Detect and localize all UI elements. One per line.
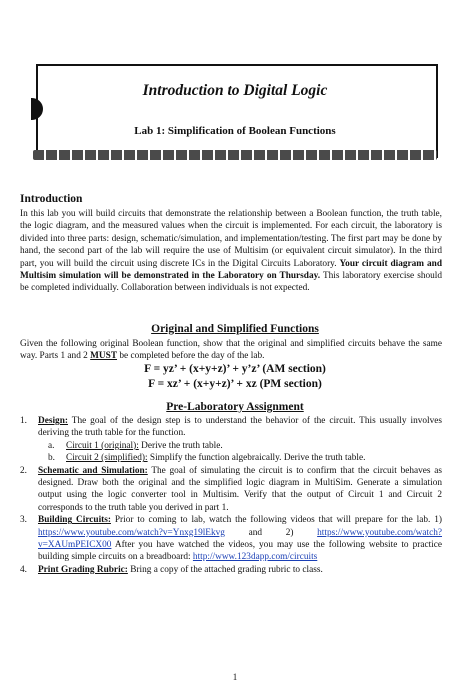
task-text: After you have watched the videos, you may use the following website to practice building simple circuits on a breadboard: — [38, 540, 442, 563]
introduction-tail-text: This laboratory exercise should be completed individually. Collaboration between individuals is not expected. — [20, 271, 442, 294]
subitem-label: Circuit 2 (simplified): — [66, 453, 148, 464]
list-item — [20, 465, 442, 515]
original-simplified-heading: Original and Simplified Functions — [151, 323, 319, 335]
task-number: 4. — [20, 564, 27, 575]
task-title: Schematic and Simulation: — [38, 465, 148, 476]
pre-lab-heading: Pre-Laboratory Assignment — [166, 401, 304, 413]
introduction-text: In this lab you will build circuits that demonstrate the relationship between a Boolean function, the truth table, the logic diagram, and the measured values when the circuit is implemented. For each circuit, the laboratory is divided into three parts: design, schematic/simulation, and implementation/testing. The first part may be done by hand, the second part of the lab will require the use of Multisim (or equivalent circuit simulator). In the third part, you will build the circuit using discrete ICs in the Digital Circuits Laboratory. — [20, 209, 442, 269]
lab-subtitle: Lab 1: Simplification of Boolean Functions — [134, 125, 336, 137]
subitem-letter: b. — [48, 453, 55, 464]
pre-lab-task-list — [20, 415, 442, 576]
page-number: 1 — [232, 672, 238, 682]
task-text: Bring a copy of the attached grading rubric to class. — [130, 564, 323, 575]
must-emphasis: MUST — [90, 351, 118, 362]
list-subitem — [20, 452, 442, 464]
list-item — [20, 564, 442, 576]
task-number: 2. — [20, 465, 27, 476]
list-item — [20, 415, 442, 440]
list-item — [20, 514, 442, 564]
task-text: The goal of simulating the circuit is to confirm that the circuit behaves as designed. Draw both the original and the simplified logic diagram in MultiSim. Generate a simulation output using the logic converter tool in Multisim. Verify that the output of Circuit 1 and Circuit 2 corresponds to the truth table you derived in part 1. — [38, 465, 443, 513]
document-title: Introduction to Digital Logic — [142, 82, 328, 99]
banner-binder-strip — [33, 150, 437, 160]
introduction-heading: Introduction — [20, 193, 83, 205]
subitem-letter: a. — [48, 440, 55, 451]
subitem-text: Simplify the function algebraically. Derive the truth table. — [149, 453, 366, 464]
original-simplified-text: Given the following original Boolean function, show that the original and simplified circuits behave the same way. Parts 1 and 2 — [20, 339, 442, 362]
task-title: Print Grading Rubric: — [38, 564, 128, 575]
introduction-paragraph — [20, 208, 442, 295]
circuits-website-link[interactable]: http://www.123dapp.com/circuits — [192, 552, 318, 563]
task-title: Building Circuits: — [38, 515, 111, 526]
subitem-label: Circuit 1 (original): — [66, 440, 139, 451]
video-link-1[interactable]: https://www.youtube.com/watch?v=Ynxg19lEkvg — [38, 527, 225, 538]
task-text: The goal of the design step is to understand the behavior of the circuit. This usually involves deriving the truth table for the function. — [38, 416, 442, 439]
list-subitem — [20, 440, 442, 452]
task-title: Design: — [38, 416, 68, 426]
title-banner — [36, 64, 438, 158]
introduction-bold-text: Your circuit diagram and Multisim simulation will be demonstrated in the Laboratory on Thursday. — [20, 258, 442, 282]
formula-pm: F = xz’ + (x+y+z)’ + xz (PM section) — [148, 378, 322, 390]
video-link-2[interactable]: https://www.youtube.com/watch?v=XAUmPEICX00 — [38, 527, 443, 551]
subitem-text: Derive the truth table. — [141, 440, 223, 451]
task-text: Prior to coming to lab, watch the following videos that will prepare for the lab. 1) — [114, 515, 442, 526]
task-number: 1. — [20, 416, 27, 426]
original-simplified-text-end: be completed before the day of the lab. — [119, 351, 265, 362]
task-text: and 2) — [248, 527, 294, 538]
task-number: 3. — [20, 515, 27, 526]
original-simplified-paragraph — [20, 338, 442, 363]
formula-am: F = yz’ + (x+y+z)’ + y’z’ (AM section) — [144, 363, 326, 375]
